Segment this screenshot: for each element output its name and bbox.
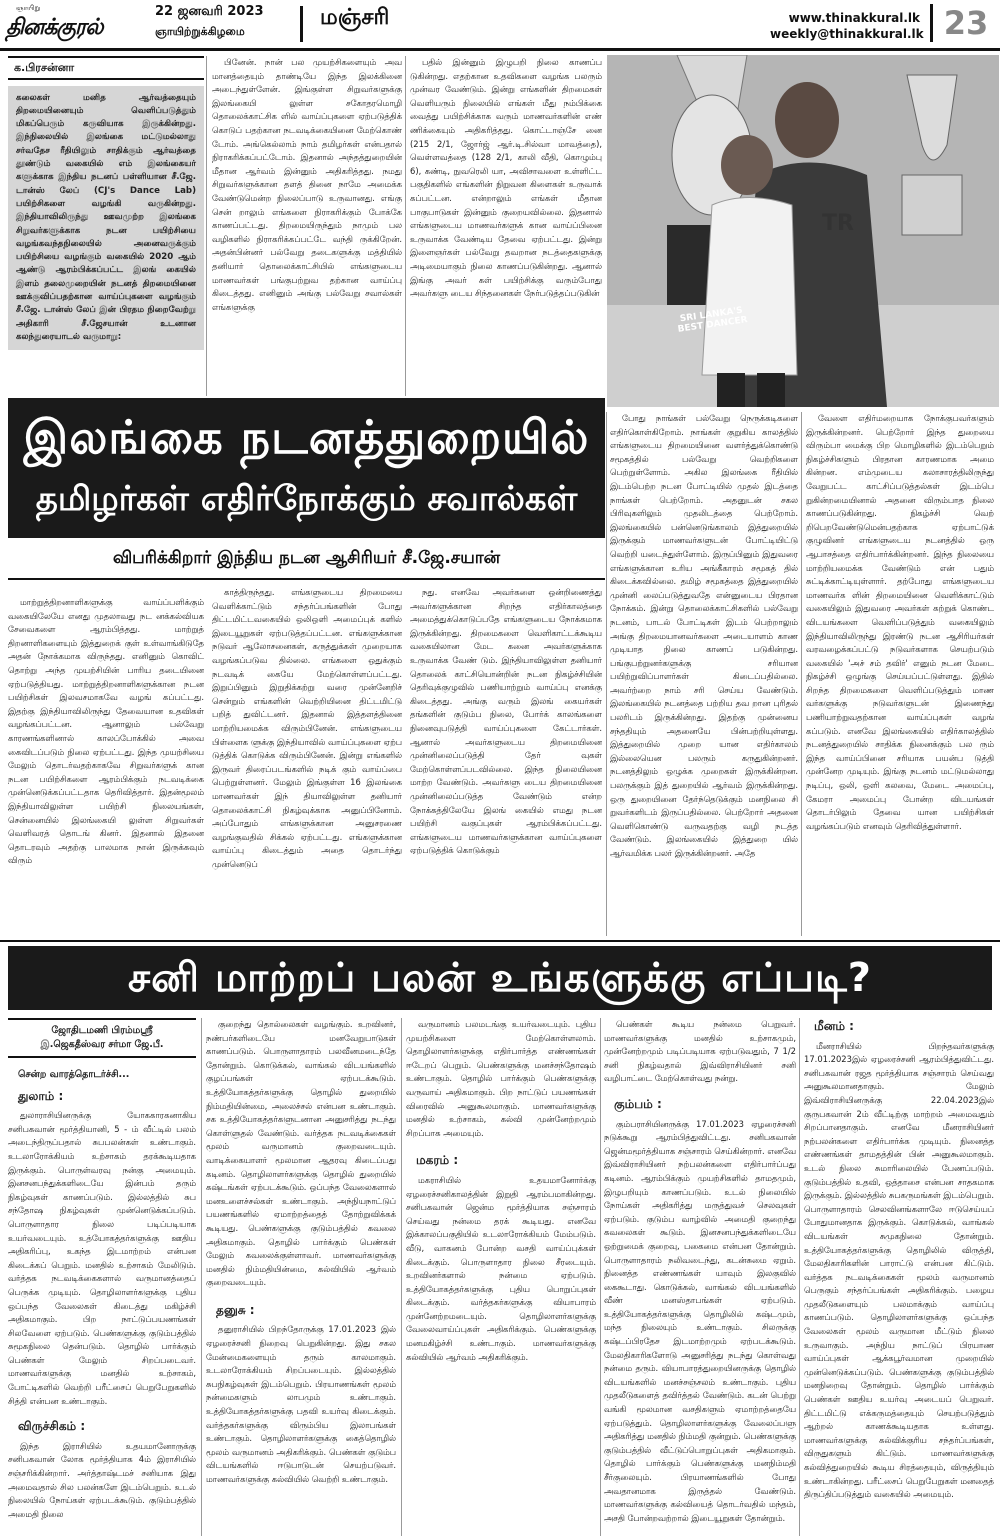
sign-thulam-heading: துலாம் : — [18, 1088, 64, 1103]
column-rule — [206, 56, 207, 396]
sign-kumbam-heading: கும்பம் : — [614, 1096, 662, 1111]
article2-headline: சனி மாற்றப் பலன் உங்களுக்கு எப்படி? — [8, 946, 992, 1010]
astrologer-byline — [8, 1018, 196, 1058]
horoscope-column-2 — [206, 1018, 396, 1536]
sign-kumbam-text: கும்பராசியினருக்கு 17.01.2023 ஏழரைச்சனி நடுக்கூறு ஆரம்பித்துவிட்டது. சனிபகவான் ஜென்மமூர்த்தியாக சஞ்சாரம் செய்கின்றார். எனவே இவ்விராசியினர் நற்பலன்களை எதிர்பார்ப்பது கடினம். ஆரம்பிக்கும் முயற்சிகளில் தாமதமும், இழுபறியும் காணப்படும். உடல் நிலையில் நோய்கள் அதிகரித்து மருத்துவச் செலவுகள் ஏற்படும். குடும்ப வாழ்வில் அமைதி குறைந்து கவலைகள் கூடும். இனசனபந்துக்களிடையே ஒற்றுமைக் குறைவு, பகைமை என்பன தோன்றும். பொருளாதாரம் நலிவடைந்து, கடன்சுமை ஏறும். நினைத்த எண்ணங்கள் யாவும் இலகுவில் கைகூடாது. கொடுக்கல், வாங்கல் விடயங்களில் வீண் மனஸ்தாபங்கள் ஏற்படும். உத்தியோகத்தர்களுக்கு தொழிலில் கஷ்டமும், மந்த நிலையும் உண்டாகும். சிலருக்கு கஷ்டப்பிரதேச இடமாற்றமும் ஏற்படக்கூடும். மேலதிகாரிகளோடு அனுசரித்து நடந்து கொள்வது நன்மை தரும். வியாபாரத்துறையினருக்கு தொழில் விடயங்களில் மனச்சஞ்சலம் உண்டாகும். புதிய முதலீடுகளைத் தவிர்த்தல் வேண்டும். கடன் பெற்று வங்கி மூலமான வசதிகளும் ஏமாற்றத்தையே ஏற்படுத்தும். தொழிலாளர்களுக்கு வேலைப்பளு அதிகரித்து மனதில் நிம்மதி குன்றும். பெண்களுக்கு குடும்பத்தில் வீட்டுப்பொறுப்புகள் அதிகமாகும். தொழில் பார்க்கும் பெண்களுக்கு மனநிம்மதி சீர்குலையும். பிரயாணங்களில் போது அவதானமாக இருத்தல் வேண்டும். மாணவர்களுக்கு கல்வியைத் தொடர்வதில் மந்தம், அசதி போன்றவற்றால் இடையூறுகள் தோன்றும். — [604, 1118, 796, 1523]
horoscope-col3-text: வருமானம் பலமடங்கு உயர்வடையும். புதிய முயற்சிகளை மேற்கொள்ளலாம். தொழிலாளர்களுக்கு எதிர்பார்த்த எண்ணங்கள் ஈடேறப் பெறும். பெண்களுக்கு மனச்சந்தோஷம் உண்டாகும். தொழில் பார்க்கும் பெண்களுக்கு வருவாய் அதிகமாகும். பிற நாட்டுப் பயணங்கள் விரைவில் அனுகூலமாகும். மாணவர்களுக்கு மனதில் உற்சாகம், கல்வி முன்னேற்றமும் சிறப்பாக அமையும். — [406, 1019, 596, 1138]
article1-column-4 — [610, 412, 798, 936]
trophy-plaque-text: SRI LANKA'S BEST DANCER — [677, 305, 749, 335]
logo-name: தினக்குரல் — [6, 14, 103, 40]
horoscope-column-5 — [804, 1018, 994, 1536]
sign-magaram-heading: மகரம் : — [416, 1153, 459, 1168]
column-rule — [401, 1018, 402, 1536]
article1-intro: கலைகள் மனித ஆர்வத்தையும் திறமையினையும் வெளிப்படுத்தும் மிகப்பெரும் கருவியாக இருக்கின்றது. இந்நிலையில் இலங்கை மட்டுமல்லாது சர்வதேச ரீதியிலும் சாதிக்கும் ஆர்வத்தை தூண்டும் வகையில் எம் இலங்கையர் களுக்காக இந்திய நடனப் பள்ளியான சீ.ஜே. டான்ஸ் லேப் (CJ's Dance Lab) பயிற்சிகளை வழங்கி வருகின்றது. இந்தியாவிலிருந்து ஊவமுற்ற இலங்கை சிறுவர்களுக்காக நடன பயிற்சியை வழங்கவந்தநிலையில் அனைவருக்கும் பயிற்சியை வழங்கும் வகையில் 2020 ஆம் ஆண்டு ஆரம்பிக்கப்பட்ட இலங் கையில் இளம் தலைமுறையின் நடனத் திறமையினை ஊக்குவிப்பதற்கான வாய்ப்புகளை வழங்கும் சீ.ஜே. டான்ஸ் லேப் இன் பிரதம நிறைவேற்று அதிகாரி சீ.ஜேசயான் உடனான கலந்துரையாடல் வருமாறு: — [8, 86, 204, 351]
article1-column-2 — [212, 56, 402, 394]
article1-column-2-bottom — [212, 586, 402, 936]
issue-day: ஞாயிற்றுக்கிழமை — [155, 25, 245, 38]
sign-thulam-text: துலாராசியினருக்கு யோககாரகனாகிய சனிபகவான் மூர்த்தியானி, 5 - ம் வீட்டில் பலம் அடைந்திருப்பதால் சுபபலன்கள் உண்டாகும். உடலாரோக்கியம் உற்சாகம் தரக்கூடியதாக இருக்கும். பொருள்வரவு நன்கு அமையும். இனசனபந்துக்களிடையே இன்பம் தரும் நிகழ்வுகள் காணப்படும். இல்லத்தில் சுப சந்தோஷ நிகழ்வுகள் முன்னெடுக்கப்படும். பொருளாதார நிலை படிப்படியாக உயர்வடையும். உத்யோகத்தர்களுக்கு ஊதிய அதிகரிப்பு, உகந்த இடமாற்றம் என்பன கிடைக்கப் பெறும். மனதில் உற்சாகம் மேலிடும். வர்த்தக நடவடிக்கைகளால் வருமானத்தைப் பெருக்க முடியும். தொழிலாளர்களுக்கு புதிய ஒப்பந்த வேலைகள் கிடைத்து மகிழ்ச்சி அதிகமாகும். பிற நாட்டுப்பயணங்கள் சிலவேளை ஏற்படும். பெண்களுக்கு குடும்பத்தில் சுமூகநிலை தென்படும். தொழில் பார்க்கும் பெண்கள் மேலும் சிறப்படைவர். மாணவர்களுக்கு மனதில் உற்சாகம், போட்டிகளில் வெற்றி பரீட்சைப் பெறுபேறுகளில் சித்தி என்பன உண்டாகும். — [8, 1110, 196, 1406]
horoscope-col2-text: குறைந்து தொல்லைகள் வழங்கும். உறவினர், நண்பர்களிடையே மனவேறுபாடுகள் காணப்படும். பொருளாதாரம் பலவீனமடைந்தே தோன்றும். கொடுக்கல், வாங்கல் விடயங்களில் குழப்பங்கள் ஏற்படக்கூடும். உத்தியோகத்தர்களுக்கு தொழில் துறையில் நிம்மதியின்மை, அலைச்சல் என்பன உண்டாகும். சக உத்தியோகத்தர்களுடனான அனுசரித்து நடந்து கொள்ளுதல் வேண்டும். வர்த்தக நடவடிக்கைகள் மூலம் வருமானம் குறைவடையும். வாடிக்கையாளர் மூலமான ஆதரவு கிடைப்பது கடினம். தொழிலாளர்களுக்கு தொழில் துறையில் கஷ்டங்கள் ஏற்படக்கூடும். ஒப்பந்த வேலைகளால் மனஉளைச்சல்கள் உண்டாகும். அந்நியநாட்டுப் பயணங்களில் ஏமாற்றத்தைத் தோற்றுவிக்கக் கூடியது. பெண்களுக்கு குடும்பத்தில் கவலை அதிகமாகும். தொழில் பார்க்கும் பெண்கள் மேலும் கவலைக்குள்ளாவர். மாணவர்களுக்கு மனதில் நிம்மதியின்மை, கல்வியில் ஆர்வம் குறைவடையும். — [206, 1019, 396, 1288]
article1-col3-text: பதில் இன்னும் இழுபறி நிலை காணப்ப டுகின்றது. எதற்கான உதவிகளை வழங்க பலரும் முன்வர வேண்டும். இன்று எங்களின் திறமைகள் வெளியரும் நிலையில் எங்கள் மீது நம்பிக்கை வைத்து பயிற்சிக்காக வரும் மாணவர்களின் எண் ணிக்கையும் அதிகரித்தது. கொட்டாஞ்சே னை (215 2/1, ஜோர்ஜ் ஆர்.டி.சில்வா மாவத்தை), வெள்ளவத்தை (128 2/1, காலி வீதி, கொழும்பு 6), கண்டி, நுவரெலி யா, அவிசாவளை உள்ளிட்ட பகுதிகளில் எங்களின் நிறுவன கிளைகள் உருவாக் கப்பட்டன. என்றாலும் எங்கள் மீதான பாகுபாடுகள் இன்னும் குறையவில்லை. இதனால் எங்களுடைய மாணவர்களுக் கான வாய்ப்பினை உருவாக்க வேண்டிய தேவை ஏற்பட்டது. இன்று இளைஞர்கள் பல்வேறு தவறான நடத்தைகளுக்கு அடிமையாகும் நிலை காணப்படுகின்றது. ஆனால் இங்கு அவர் கள் பயிற்சிக்கு வரும்போது அவர்களு டைய சிந்தனைகள் நேர்படுத்தப்படுகின் — [410, 57, 602, 299]
article1-column-5 — [806, 412, 994, 936]
astrologer-name: இ.ஜெகதீஸ்வர சர்மா ஜே.பீ. — [40, 1039, 164, 1050]
article1-col2-text: பினேன். நான் பல முயற்சிகளையும் அவ மானத்தையும் தாண்டியே இந்த இலக்கினை அடைந்துள்ளேன். இங்குள்ள சிறுவர்களுக்கு இலங்கையி லுள்ள சகோதரமொழி தொலைக்காட்சிக ளில் வாய்ப்புகளை ஏற்படுத்திக் கொடுப் பதற்கான நடவடிக்கையினை மேற்கொண் டோம். அங்கெல்லாம் நாம் தமிழர்கள் என்பதால் நிராகரிக்கப்பட்டோம். இதனால் அந்தத்துறையின் மீதான ஆர்வம் இன்னும் அதிகரித்தது. நமது சிறுவர்களுக்கான தளத் தினை நாமே அமைக்க வேண்டுமென்ற நிலைப்பாடு உருவானது. எங்கு சென் றாலும் எங்களை நிராகரிக்கும் போக்கே காணப்பட்டது. திறமையிருந்தும் நாமும் பல வழிகளில் நிராகரிக்கப்பட்டே வந்தி ருக்கிறேன். அதன்பின்னர் பல்வேறு தடைகளுக்கு மத்தியில் தனியார் தொலைக்காட்சியில் எங்களுடைய மாணவர்கள் பங்குபற்றுவ தற்கான வாய்ப்பு கிடைத்தது. எனினும் அங்கு பல்வேறு சவால்கள் எங்களுக்கு — [212, 57, 402, 312]
article1-col5-text: வேளை எதிர்மறையாக நோக்குபவர்களும் இருக்கின்றனர். பெற்றோர் இந்த துறையை விரும்பா மைக்கு பிற மொழிகளில் இடம்பெறும் நிகழ்ச்சிகளும் பிரதான காரணமாக அமை கின்றன. எம்முடைய கலாசாரத்திலிருந்து வேறுபட்ட காட்சிப்படுத்தல்கள் இடம்பெ றுகின்றமையினால் அதனை விரும்பாத நிலை காணப்படுகின்றது. நிகழ்ச்சி வெற் றிபெறவேண்டுமென்பதற்காக ஏற்பாட்டுக் குழுவினர் எங்களுடைய நடனத்தில் ஒரு ஆபாசத்தை எதிர்பார்க்கின்றனர். இந்த நிலையை மாற்றியமைக்க வேண்டும் என் பதும் சுட்டிக்காட்டியுள்ளார். தற்போது எங்களுடைய மாணவர்க ளின் திறமையினை வெளிக்காட்டும் வகையிலும் இதுவரை அவர்கள் கற்றுக் கொண்ட விடயங்களை வெளிப்படுத்தும் வகையிலும் இந்தியாவிலிருந்து இரண்டு நடன ஆசிரியர்கள் வரவழைக்கப்பட்டு நடுவர்களாக செயற்படும் வகையில் 'அச் சம் தவிர்' எனும் நடன மேடை நிகழ்ச்சி ஒழுங்கு செய்யப்பட்டுள்ளது. இதில் சிறந்த திறமைகளை வெளிப்படுத்தும் மாண வர்களுக்கு நடுவர்களுடன் இணைந்து பணியாற்றுவதற்கான வாய்ப்புகள் வழங் கப்படும். எனவே இலங்கையில் எதிர்காலத்தில் நடனத்துறையில் சாதிக்க நினைக்கும் பல ரும் இந்த வாய்ப்பினை சரியாக பயன்ப டுத்தி முன்னேற முடியும். இங்கு நடனம் மட்டுமல்லாது நடிப்பு, ஒலி, ஒளி கலவை, மேடை அமைப்பு, கேமரா அமைப்பு போன்ற விடயங்கள் தொடர்பிலும் தேவை யான பயிற்சிகள் வழங்கப்படும் எனவும் தெரிவித்துள்ளார். — [806, 413, 994, 831]
header-divider — [300, 6, 303, 42]
column-rule — [600, 1018, 601, 1536]
headline-line-2: தமிழர்கள் எதிர்நோக்கும் சவால்கள் — [35, 479, 578, 519]
svg-text:TR: TR — [822, 211, 854, 236]
sign-viruchigam-heading: விருச்சிகம் : — [18, 1419, 86, 1434]
sign-meenam-text: மீனராசியில் பிறந்தவர்களுக்கு 17.01.2023இல் ஏழரைச்சனி ஆரம்பித்துவிட்டது. சனிபகவான் ரஜத மூர்த்தியாக சஞ்சாரம் செய்வது அனுகூலமானதாகும். மேலும் இவ்விராசியினருக்கு 22.04.2023இல் குருபகவான் 2ம் வீட்டிற்கு மாற்றம் அமைவதும் சிறப்பானதாகும். எனவே மீனராசியினர் நற்பலன்களை எதிர்பார்க்க முடியும். நினைத்த எண்ணங்கள் தாமதத்தின் பின் அனுகூலமாகும். உடல் நிலை சுமாரிலையில் பேணப்படும். குடும்பத்தில் உதவி, ஒத்தாசை என்பன சாதகமாக இருக்கும். இல்லத்தில் சுபகருமங்கள் இடம்பெறும். பொருளாதாரம் செலவினங்களாலே ஈடுசெய்யப் போதுமானதாக இருக்கும். கொடுக்கல், வாங்கல் விடயங்கள் சுமுகநிலை தோன்றும். உத்தியோகத்தர்களுக்கு தொழிலில் விருத்தி, மேலதிகாரிகளின் பாராட்டு என்பன கிட்டும். வர்த்தக நடவடிக்கைகள் மூலம் வருமானம் பெருகும் சந்தர்ப்பங்கள் அதிகரிக்கும். பழைய முதலீடுகளையும் பலமாக்கும் வாய்ப்பு காணப்படும். தொழிலாளர்களுக்கு ஒப்பந்த வேலைகள் மூலம் வருமான மீட்டும் நிலை உருவாகும். அந்நிய நாட்டுப் பிரயாண வாய்ப்புகள் ஆக்கபூர்வமான முறையில் முன்னெடுக்கப்படும். பெண்களுக்கு குடும்பத்தில் மனநிறைவு தோன்றும். தொழில் பார்க்கும் பெண்கள் ஊதிய உயர்வு அடையப் பெறுவர். திட்டமிட்டு எக்கருமத்தையும் செயற்படுத்தும் ஆற்றல் காணக்கூடியதாக உள்ளது. மாணவர்களுக்கு கல்விக்குரிய சந்தர்ப்பங்கள், விருதுகளும் கிட்டும். மாணவர்களுக்கு கல்வித்துறையில் கூடிய சிரத்தையும், விருத்தியும் உண்டாகின்றது. பரீட்சைப் பெறுபேறுகள் மனதைத் திருப்திப்படுத்தும் வகையில் அமையும். — [804, 1040, 994, 1500]
article1-author: க.பிரசன்னா — [8, 56, 204, 80]
sign-meenam-heading: மீனம் : — [814, 1019, 854, 1033]
headline-line-1: இலங்கை நடனத்துறையில் — [23, 410, 590, 464]
continued-note: சென்ற வாரத்தொடர்ச்சி... — [18, 1069, 130, 1080]
issue-date: 22 ஜனவரி 2023 — [155, 4, 264, 19]
page-header — [0, 0, 1000, 51]
article1-subheadline: விபரிக்கிறார் இந்திய நடன ஆசிரியர் சீ.ஜே.சயான் — [8, 548, 605, 580]
article1-column-3-bottom — [410, 586, 602, 936]
column-rule — [606, 412, 607, 936]
dancer-trophy-photo — [607, 55, 999, 407]
sign-viruchigam-text: இந்த இராசியில் உதயமானோருக்கு சனிபகவான் லோக மூர்த்தியாக 4ம் இராசியில் சஞ்சரிக்கின்றார். அர்த்தாஷ்டமச் சனியாக இது அமைவதால் சில பலன்களே இடம்பெறும். உடல் நிலையில் நோய்கள் ஏற்படக்கூடும். குடும்பத்தில் அமைதி நிலை — [8, 1440, 196, 1519]
article1-column-3 — [410, 56, 602, 394]
column-rule — [201, 1018, 202, 1536]
horoscope-column-3 — [406, 1018, 596, 1536]
horoscope-column-1 — [8, 1018, 196, 1536]
astrologer-title: ஜோதிடமணி பிரம்மஸ்ரீ — [51, 1025, 153, 1036]
article-separator — [0, 940, 1000, 942]
article1-column-1 — [8, 56, 204, 396]
section-name: மஞ்சரி — [320, 4, 390, 30]
horoscope-column-4 — [604, 1018, 796, 1536]
article1-photo — [607, 55, 999, 407]
article1-col2-bottom-text: காத்திருந்தது. எங்களுடைய திறமையை வெளிக்காட்டும் சந்தர்ப்பங்களின் போது திட்டமிட்டவகையில் ஒலிஒளி அமைப்புக் களில் இடையூறுகள் ஏற்படுத்தப்பட்டன. எங்களுக்கான நடுவர் ஆலோசனைகள், கருத்துக்கள் முறையாக வழங்கப்படுவ தில்லை. எங்களை ஒதுக்கும் நடவடிக் கையே மேற்கொள்ளப்பட்டது. இறுப்பினும் இறுதிக்கற்று வரை முன்னேறிச் சென்றும் எங்களின் வெற்றியினை திட்டமிட்டு பறித் துவிட்டனர். இதனால் இத்தளத்தினை மாற்றியமைக்க விரும்பினேன். எங்களுடைய பிள்ளைக ளுக்கு இந்தியாவில் வாய்ப்புகளை ஏற்ப டுத்திக் கொடுக்க விரும்பினேன். இன்று எங்களில் இருவர் திரைப்படங்களில் நடிக் கும் வாய்ப்பை பெற்றுள்ளனர். மேலும் இங்குள்ள 16 இலங்கை மாணவர்கள் இந் தியாவிலுள்ள தனியார் தொலைக்காட்சி நிகழ்வுக்காக அனுப்பினோம். அப்போதும் எங்களுக்கான அனுசரணை வழங்குவதில் சிக்கல் ஏற்பட்டது. எங்களுக்கான வாய்ப்பு கிடைத்தும் அதை தொடர்ந்து முன்னெடுப் — [212, 587, 402, 869]
article1-col1-bottom-text: மாற்றுத்திறனாளிகளுக்கு வாய்ப்பளிக்கும் வகையிலேயே எனது முதலாவது நட னக்கல்வியக சேவைகளை ஆரம்பித்தது. மாற்றுத் திறனாளிகளையும் இத்துறைக் குள் உள்வாங்கிடுதே அதன் நோக்கமாக விருந்தது. எனினும் கொவிட் தொற்று அந்த முயற்சியின் பாரிய தடையினை ஏற்படுத்தியது. மாற்றுத்திறனாளிகளுக்கான நடன பயிற்சிகள் இலவசமாகவே வழங் கப்பட்டது. இதற்கு இந்தியாவிலிருந்து தேவையான உதவிகள் வழங்கப்பட்டன. ஆனாலும் பல்வேறு காரணங்களினால் காலப்போக்கில் அவை கைவிடப்படும் நிலை ஏற்பட்டது. இந்த முயற்சியை மேலும் தொடர்வதற்காகவே சிறுவர்களுக் கான நடன பயிற்சிகளை ஆரம்பிக்கும் நடவடிக்கை முன்னெடுக்கப்பட்டதாக தெரிவித்தார். இதன்மூலம் இந்தியாவிலுள்ள பயிற்சி நிலையங்கள், சென்னையில் இலங்கையி லுள்ள சிறுவர்கள் வெளிவரத் தொடங் கினர். இதனால் இதனை தொடரவும் அதற்கு பாலமாக நான் இருக்கவும் விரும் — [8, 597, 204, 866]
article1-col4-text: போது நாங்கள் பல்வேறு நெருக்கடிகளை எதிர்கொள்கிறோம். நாங்கள் குறுகிய காலத்தில் எங்களுடைய திறமையினை வளர்த்துக்கொண்டு சமூகத்தில் பல்வேறு வெற்றிகளை பெற்றுள்ளோம். அகில இலங்கை ரீதியில் இடம்பெற்ற நடன போட்டியில் முதல் இடத்தை நாங்கள் பெற்றோம். அதனுடன் சகல பிரிவுகளிலும் முதலிடத்தை பெற்றோம். இலங்கையில் பன்னெடுங்காலம் இத்துறையில் இருக்கும் மாணவர்களுடன் போட்டியிட்டு வெற்றி யடைந்துள்ளோம். இருப்பினும் இதுவரை எங்களுக்கான உரிய அங்கீகாரம் சமூகத் தில் கிடைக்கவில்லை. தமிழ் சமூகத்தை இத்துறையில் முன்னி லைப்படுத்துவதே என்னுடைய பிரதான நோக்கம். இன்று தொலைக்காட்சிகளில் பல்வேறு நடனம், பாடல் போட்டிகள் இடம் பெற்றாலும் அங்கு திறமையானவர்களை அடையாளம் காண முடியாத நிலை காணப் படுகின்றது. பங்குபற்றுனர்களுக்கு சரியான பயிற்றுவிப்பாளர்கள் கிடைப்பதில்லை. அவர்ற்றை நாம் சரி செய்ய வேண்டும். இலங்கையில் நடனத்தை பற்றிய தவ றான புரிதல் பலரிடம் இருக்கின்றது. இதற்கு முன்னைய சந்ததியும் அதனையே பின்பற்றியுள்ளது. இத்துறையில் முறை யான எதிர்காலம் இல்லையென பலரும் கருதுகின்றனர். நடனத்திலும் ஒழுக்க முறைகள் இருக்கின்றன. பலருக்கும் இத் துறையில் ஆர்வம் இருக்கின்றது. ஒரு துறையினை தேர்ந்தெடுக்கும் மனநிலை சி றுவர்களிடம் இருப்பதில்லை. பெற்றோர் அதனை வெளிகொண்டு வருவதற்கு வழி நடத்த வேண்டும். இலங்கையில் இத்துறை யில் ஆர்வமிக்க பலர் இருக்கின்றனர். அதே — [610, 413, 798, 858]
column-rule — [799, 1018, 800, 1536]
sign-dhanusu-heading: தனுசு : — [216, 1302, 255, 1317]
sign-magaram-text: மகராசியில் உதயமானோர்க்கு ஏழரைச்சனிகாலத்தின் இறுதி ஆரம்பமாகின்றது. சனிபகவான் ஜென்ம மூர்த்தியாக சஞ்சாரம் செய்வது நன்மை தரக் கூடியது. எனவே இக்காலப்பகுதியில் உடலாரோக்கியம் மேம்படும். வீடு, வாகனம் போன்ற வசதி வாய்ப்புக்கள் கிடைக்கும். பொருளாதார நிலை சீரடையும். உறவினர்களால் நன்மை ஏற்படும். உத்தியோகத்தர்களுக்கு புதிய பொறுப்புகள் கிடைக்கும். வர்த்தகர்களுக்கு வியாபாரம் முன்னேற்றமடையும். தொழிலாளர்களுக்கு வேலைவாய்ப்புகள் அதிகரிக்கும். பெண்களுக்கு மனமகிழ்ச்சி உண்டாகும். மாணவர்களுக்கு கல்வியில் ஆர்வம் அதிகரிக்கும். — [406, 1174, 596, 1362]
sign-dhanusu-text: தனுராசியில் பிறந்தோருக்கு 17.01.2023 இல் ஏழரைச்சனி நிறைவு பெறுகின்றது. இது சகல மேன்மைகளையும் தரும் காலமாகும். உடலாரோக்கியம் சிறப்படையும். இல்லத்தில் சுபநிகழ்வுகள் இடம்பெறும். பிரயாணங்கள் மூலம் நன்மைகளும் லாபமும் உண்டாகும். உத்தியோகத்தர்களுக்கு பதவி உயர்வு கிடைக்கும். வர்த்தகர்களுக்கு விரும்பிய இலாபங்கள் உண்டாகும். தொழிலாளர்களுக்கு கைத்தொழில் மூலம் வருமானம் அதிகரிக்கும். பெண்கள் குடும்ப விடயங்களில் ஈடுபாடுடன் செயற்படுவர். மாணவர்களுக்கு கல்வியில் வெற்றி உண்டாகும். — [206, 1324, 396, 1484]
contact-info — [770, 10, 924, 42]
website-link[interactable]: www.thinakkural.lk — [788, 11, 920, 25]
logo-top-text: ஞாயிறு — [16, 4, 41, 12]
email-link[interactable]: weekly@thinakkural.lk — [770, 27, 924, 41]
article1-column-1-bottom — [8, 596, 204, 936]
column-rule — [801, 412, 802, 936]
article1-headline — [8, 398, 605, 538]
column-rule — [405, 56, 406, 396]
article1-col3-bottom-text: நது. எனவே அவர்களை ஒன்றிணைத்து அவர்களுக்கான சிறந்த எதிர்காலத்தை அமைத்துக்கொடுப்பதே எங்களுடைய நோக்கமாக இருக்கின்றது. திறமைகளை வெளிகாட்டக்கூடிய வகையிலான மேட கனை அவர்களுக்காக உருவாக்க வேண் டும். இந்தியாவிலுள்ள தனியார் தொலைக் காட்சியொன்றின் நடன நிகழ்ச்சியின் தெரிவுக்குழுவில் பணியாற்றும் வாய்ப்பு எனக்கு கிடைத்தது. அங்கு வரும் இலங் கையர்கள் தங்களின் குடும்ப நிலை, போர்க் காலங்களை நினைவுபடுத்தி வாய்ப்புகளை கேட்டார்கள். ஆனால் அவர்களுடைய திறமையினை முன்னிலைப்படுத்தி தேர் வுகள் மேற்கொள்ளப்படவில்லை. இந்த நிலையினை மாற்ற வேண்டும். அவர்களு டைய திறமையினை முன்னிலைப்படுத்த வேண்டும் என்ற நோக்கத்திலேயே இலங் கையில் எமது நடன பயிற்சி வகுப்புகள் ஆரம்பிக்கப்பட்டது. எங்களுடைய மாணவர்களுக்கான வாய்ப்புகளை ஏற்படுத்திக் கொடுக்கும் — [410, 587, 602, 856]
date-box — [155, 4, 295, 44]
newspaper-logo — [6, 4, 151, 44]
page-number: 23 — [930, 4, 999, 42]
horoscope-col4-text: பெண்கள் கூடிய நன்மை பெறுவர். மாணவர்களுக்கு மனதில் உற்சாகமும், முன்னேற்றமும் படிப்படியாக ஏற்படுவதும், 7 1/2 சனி நிகழ்வதால் இவ்விராசியினர் சனி வழிபாட்டை மேற்கொள்வது நன்று. — [604, 1019, 796, 1084]
